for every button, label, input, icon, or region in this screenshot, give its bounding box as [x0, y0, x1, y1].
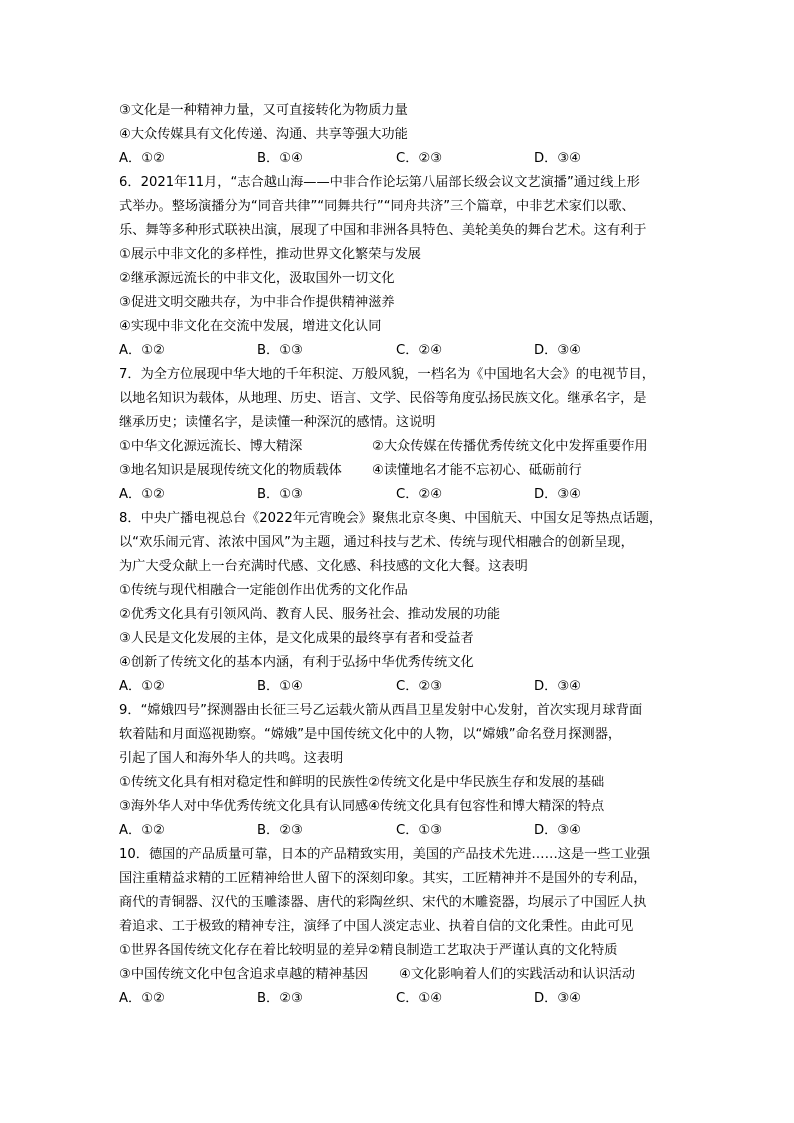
q6-statement-2: ②继承源远流长的中非文化，汲取国外一切文化	[119, 271, 395, 286]
q10-stem-line-3: 商代的青铜器、汉代的玉雕漆器、唐代的彩陶丝织、宋代的木雕瓷器，均展示了中国匠人执	[119, 895, 647, 910]
q6-statement-4: ④实现中非文化在交流中发展，增进文化认同	[119, 319, 382, 334]
q5-statement-4: ④大众传媒具有文化传递、沟通、共享等强大功能	[119, 127, 408, 142]
q10-option-c: C．①④	[396, 991, 443, 1006]
q8-option-c: C．②③	[396, 679, 443, 694]
q10-stem-line-4: 着追求、工于极致的精神专注，演绎了中国人淡定志业、执着自信的文化秉性。由此可见	[119, 919, 634, 934]
q9-stem-line-3: 引起了国人和海外华人的共鸣。这表明	[119, 751, 344, 766]
q7-statement-2: ②大众传媒在传播优秀传统文化中发挥重要作用	[372, 439, 648, 454]
q9-option-b: B．②③	[257, 823, 303, 838]
q7-stem-line-1: 7．为全方位展现中华大地的千年积淀、万般风貌，一档名为《中国地名大会》的电视节目，	[119, 367, 655, 382]
q6-stem-line-2: 式举办。整场演播分为“同音共律”“同舞共行”“同舟共济”三个篇章，中非艺术家们以歌、	[119, 199, 635, 214]
q10-option-b: B．②③	[257, 991, 303, 1006]
q8-option-d: D．③④	[534, 679, 581, 694]
q10-option-d: D．③④	[534, 991, 581, 1006]
q9-stem-line-1: 9．“嫦娥四号”探测器由长征三号乙运载火箭从西昌卫星发射中心发射，首次实现月球背面	[119, 703, 643, 718]
q6-option-c: C．②④	[396, 343, 443, 358]
q9-statements-3-4: ③海外华人对中华优秀传统文化具有认同感④传统文化具有包容性和博大精深的特点	[119, 799, 605, 814]
q10-statements-1-2: ①世界各国传统文化存在着比较明显的差异②精良制造工艺取决于严谨认真的文化特质	[119, 943, 618, 958]
q5-option-d: D．③④	[534, 151, 581, 166]
q7-stem-line-2: 以地名知识为载体，从地理、历史、语言、文学、民俗等角度弘扬民族文化。继承名字，是	[119, 391, 647, 406]
q8-stem-line-2: 以“欢乐闹元宵、浓浓中国风”为主题，通过科技与艺术、传统与现代相融合的创新呈现，	[119, 535, 634, 550]
q6-statement-3: ③促进文明交融共存，为中非合作提供精神滋养	[119, 295, 395, 310]
q6-option-d: D．③④	[534, 343, 581, 358]
q9-option-c: C．①③	[396, 823, 443, 838]
q5-option-b: B．①④	[257, 151, 303, 166]
q8-stem-line-1: 8．中央广播电视总台《2022年元宵晚会》聚焦北京冬奥、中国航天、中国女足等热点话题，	[119, 511, 663, 526]
q7-option-a: A．①②	[119, 487, 165, 502]
q7-option-d: D．③④	[534, 487, 581, 502]
q8-option-b: B．①④	[257, 679, 303, 694]
q5-option-a: A．①②	[119, 151, 165, 166]
q6-option-a: A．①②	[119, 343, 165, 358]
q6-stem-line-3: 乐、舞等多种形式联袂出演，展现了中国和非洲各具特色、美轮美奂的舞台艺术。这有利于	[119, 223, 647, 238]
q8-statement-1: ①传统与现代相融合一定能创作出优秀的文化作品	[119, 583, 408, 598]
q10-statement-4: ④文化影响着人们的实践活动和认识活动	[399, 967, 636, 982]
q8-stem-line-3: 为广大受众献上一台充满时代感、文化感、科技感的文化大餐。这表明	[119, 559, 528, 574]
q9-statements-1-2: ①传统文化具有相对稳定性和鲜明的民族性②传统文化是中华民族生存和发展的基础	[119, 775, 605, 790]
q6-stem-line-1: 6．2021年11月，“志合越山海——中非合作论坛第八届部长级会议文艺演播”通过线上形	[119, 175, 640, 190]
q10-stem-line-2: 国注重精益求精的工匠精神给世人留下的深刻印象。其实，工匠精神并不是国外的专利品，	[119, 871, 647, 886]
q7-statement-1: ①中华文化源远流长、博大精深	[119, 439, 303, 454]
q10-statement-3: ③中国传统文化中包含追求卓越的精神基因	[119, 967, 369, 982]
q9-option-d: D．③④	[534, 823, 581, 838]
q7-statement-4: ④读懂地名才能不忘初心、砥砺前行	[372, 463, 582, 478]
q7-statement-3: ③地名知识是展现传统文化的物质载体	[119, 463, 342, 478]
q7-option-c: C．②④	[396, 487, 443, 502]
q5-statement-3: ③文化是一种精神力量，又可直接转化为物质力量	[119, 103, 408, 118]
q9-stem-line-2: 软着陆和月面巡视勘察。“嫦娥”是中国传统文化中的人物，以“嫦娥”命名登月探测器，	[119, 727, 622, 742]
q10-stem-line-1: 10．德国的产品质量可靠，日本的产品精致实用，美国的产品技术先进……这是一些工业强	[119, 847, 651, 862]
q10-option-a: A．①②	[119, 991, 165, 1006]
q9-option-a: A．①②	[119, 823, 165, 838]
q7-option-b: B．①③	[257, 487, 303, 502]
q6-statement-1: ①展示中非文化的多样性，推动世界文化繁荣与发展	[119, 247, 421, 262]
q7-stem-line-3: 继承历史；读懂名字，是读懂一种深沉的感情。这说明	[119, 415, 436, 430]
q8-option-a: A．①②	[119, 679, 165, 694]
q5-option-c: C．②③	[396, 151, 443, 166]
q8-statement-2: ②优秀文化具有引领风尚、教育人民、服务社会、推动发展的功能	[119, 607, 501, 622]
q8-statement-4: ④创新了传统文化的基本内涵，有利于弘扬中华优秀传统文化	[119, 655, 474, 670]
q6-option-b: B．①③	[257, 343, 303, 358]
q8-statement-3: ③人民是文化发展的主体，是文化成果的最终享有者和受益者	[119, 631, 474, 646]
